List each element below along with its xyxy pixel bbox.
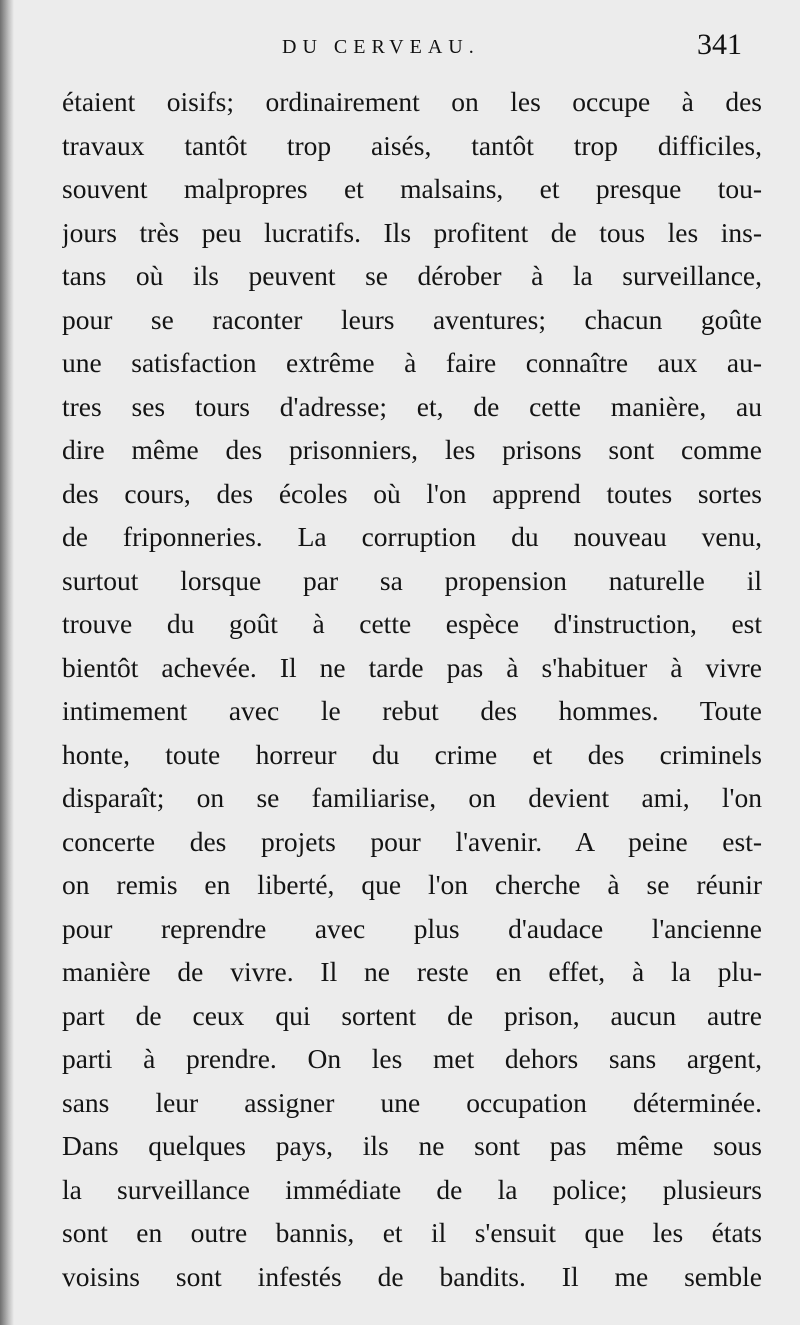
text-line: trouve du goût à cette espèce d'instruction, est [62,608,762,639]
text-line: parti à prendre. On les met dehors sans argent, [62,1043,762,1074]
text-line: manière de vivre. Il ne reste en effet, à la plu- [62,956,762,987]
running-title: DU CERVEAU. [282,36,480,58]
text-line: pour reprendre avec plus d'audace l'ancienne [62,912,762,944]
text-line: concerte des projets pour l'avenir. A peine est- [62,825,762,857]
text-line: sans leur assigner une occupation déterminée. [62,1086,762,1118]
page-number: 341 [697,28,742,61]
text-line: jours très peu lucratifs. Ils profitent de tous les ins- [62,216,762,248]
text-line: tres ses tours d'adresse; et, de cette manière, au [62,390,762,422]
text-line: souvent malpropres et malsains, et presque tou- [62,173,762,204]
running-head [0,28,800,72]
text-line: part de ceux qui sortent de prison, aucun autre [62,999,762,1031]
text-line: dire même des prisonniers, les prisons sont comme [62,434,762,465]
text-line: honte, toute horreur du crime et des criminels [62,738,762,770]
text-line: la surveillance immédiate de la police; plusieurs [62,1173,762,1205]
text-line: bientôt achevée. Il ne tarde pas à s'habituer à vivre [62,651,762,683]
text-line: Dans quelques pays, ils ne sont pas même sous [62,1130,762,1161]
text-line: tans où ils peuvent se dérober à la surveillance, [62,260,762,291]
text-line: disparaît; on se familiarise, on devient ami, l'on [62,782,762,813]
body-text [62,80,762,1298]
text-line: des cours, des écoles où l'on apprend toutes sortes [62,477,762,509]
text-line: travaux tantôt trop aisés, tantôt trop difficiles, [62,129,762,161]
page-gutter-shadow [0,0,14,1325]
text-line: pour se raconter leurs aventures; chacun goûte [62,303,762,335]
text-line: étaient oisifs; ordinairement on les occupe à des [62,86,762,117]
text-line: intimement avec le rebut des hommes. Toute [62,695,762,726]
text-line: une satisfaction extrême à faire connaître aux au- [62,347,762,378]
text-line: voisins sont infestés de bandits. Il me semble [62,1260,762,1292]
text-line: sont en outre bannis, et il s'ensuit que les états [62,1217,762,1248]
text-line: on remis en liberté, que l'on cherche à se réunir [62,869,762,900]
text-line: surtout lorsque par sa propension naturelle il [62,564,762,596]
text-line: de friponneries. La corruption du nouveau venu, [62,521,762,552]
